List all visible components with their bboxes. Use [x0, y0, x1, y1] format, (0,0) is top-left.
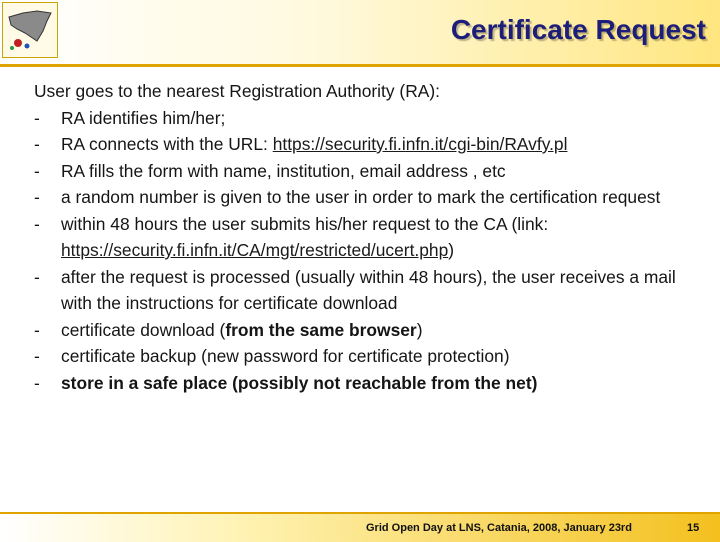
list-item-bold-text: store in a safe place (possibly not reachable from the net)	[61, 372, 538, 393]
list-item-text: after the request is processed (usually within 48 hours), the user receives a mail with the instructions for certificate download	[61, 266, 676, 313]
list-item	[34, 105, 694, 132]
bullet-dash: -	[34, 346, 40, 366]
list-item-text: a random number is given to the user in order to mark the certification request	[61, 187, 661, 207]
list-item	[34, 370, 694, 397]
footer-text: Grid Open Day at LNS, Catania, 2008, January 23rd	[366, 522, 632, 534]
steps-list	[34, 105, 694, 397]
list-item-text-suffix: )	[416, 319, 423, 340]
main-content	[34, 78, 694, 396]
list-item-text: RA identifies him/her;	[61, 107, 226, 128]
page-number: 15	[687, 522, 700, 534]
list-item	[34, 184, 694, 211]
list-item-text: certificate download (	[61, 319, 226, 340]
list-item-text: within 48 hours the user submits his/her request to the CA (link:	[61, 213, 549, 234]
ca-url-link[interactable]: https://security.fi.infn.it/CA/mgt/restricted/ucert.php	[61, 240, 449, 260]
bullet-dash: -	[34, 107, 40, 128]
list-item	[34, 317, 694, 344]
list-item	[34, 131, 694, 158]
bullet-dash: -	[34, 266, 40, 287]
sicily-map-logo-icon	[2, 2, 58, 58]
bullet-dash: -	[34, 372, 40, 393]
bullet-dash: -	[34, 160, 40, 181]
list-item-text: RA connects with the URL:	[61, 134, 273, 154]
ra-url-link[interactable]: https://security.fi.infn.it/cgi-bin/RAvfy.pl	[272, 134, 568, 154]
list-item	[34, 264, 694, 317]
page-title: Certificate Request	[450, 14, 706, 45]
bullet-dash: -	[34, 319, 40, 340]
list-item-text-suffix: )	[448, 240, 455, 260]
list-item	[34, 211, 694, 264]
bullet-dash: -	[34, 187, 40, 207]
list-item	[34, 343, 694, 370]
list-item	[34, 158, 694, 185]
list-item-text: RA fills the form with name, institution, email address , etc	[61, 160, 506, 181]
bullet-dash: -	[34, 134, 40, 154]
intro-text: User goes to the nearest Registration Authority (RA):	[34, 81, 440, 101]
list-item-text: certificate backup (new password for certificate protection)	[61, 346, 510, 366]
bullet-dash: -	[34, 213, 40, 234]
footer-bar	[0, 512, 720, 542]
list-item-bold-text: from the same browser	[225, 319, 417, 340]
header-bar	[0, 0, 720, 67]
